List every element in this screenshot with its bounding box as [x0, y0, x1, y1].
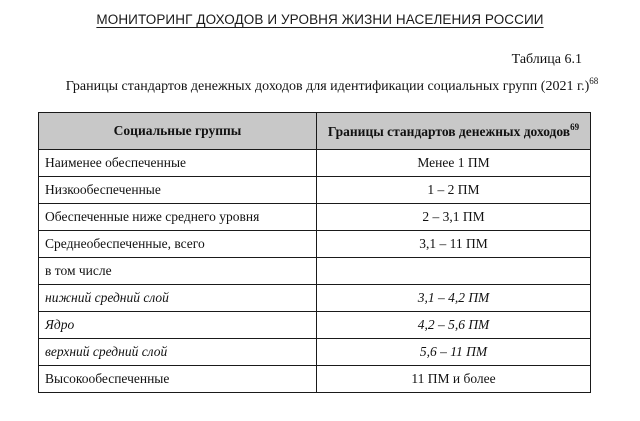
table-cell-group: нижний средний слой: [39, 285, 317, 312]
table-row: [39, 366, 591, 393]
column-header-groups-label: Социальные группы: [113, 123, 242, 138]
table-cell-group: верхний средний слой: [39, 339, 317, 366]
table-cell-group: Низкообеспеченные: [39, 177, 317, 204]
column-header-footnote-marker: 69: [570, 122, 580, 132]
table-caption-text: Границы стандартов денежных доходов для идентификации социальных групп (2021 г.): [65, 79, 590, 94]
table-cell-range: Менее 1 ПМ: [317, 150, 591, 177]
table-row: [39, 204, 591, 231]
table-cell-range: 2 – 3,1 ПМ: [317, 204, 591, 231]
document-running-header: [0, 12, 640, 27]
column-header-income-bounds-label: Границы стандартов денежных доходов: [327, 124, 571, 139]
table-cell-group: Среднеобеспеченные, всего: [39, 231, 317, 258]
table-row: [39, 339, 591, 366]
table-row: [39, 312, 591, 339]
table-number: Таблица 6.1: [511, 52, 582, 67]
document-running-header-text: МОНИТОРИНГ ДОХОДОВ И УРОВНЯ ЖИЗНИ НАСЕЛЕНИЯ РОССИИ: [96, 12, 544, 27]
table-cell-group: Высокообеспеченные: [39, 366, 317, 393]
table-header-row: [39, 113, 591, 150]
table-caption: [0, 76, 640, 95]
table-row: [39, 231, 591, 258]
table-cell-range: [317, 258, 591, 285]
table-cell-group: в том числе: [39, 258, 317, 285]
social-groups-table: [38, 112, 591, 393]
column-header-income-bounds: [317, 113, 591, 150]
table-row: [39, 258, 591, 285]
column-header-groups: [39, 113, 317, 150]
table-row: [39, 150, 591, 177]
table-row: [39, 285, 591, 312]
table-cell-group: Обеспеченные ниже среднего уровня: [39, 204, 317, 231]
table-cell-range: 5,6 – 11 ПМ: [317, 339, 591, 366]
table-cell-group: Ядро: [39, 312, 317, 339]
table-cell-range: 1 – 2 ПМ: [317, 177, 591, 204]
table-cell-range: 4,2 – 5,6 ПМ: [317, 312, 591, 339]
table-cell-range: 11 ПМ и более: [317, 366, 591, 393]
table-cell-group: Наименее обеспеченные: [39, 150, 317, 177]
caption-footnote-marker: 68: [589, 76, 599, 86]
table-row: [39, 177, 591, 204]
table-cell-range: 3,1 – 4,2 ПМ: [317, 285, 591, 312]
table-cell-range: 3,1 – 11 ПМ: [317, 231, 591, 258]
